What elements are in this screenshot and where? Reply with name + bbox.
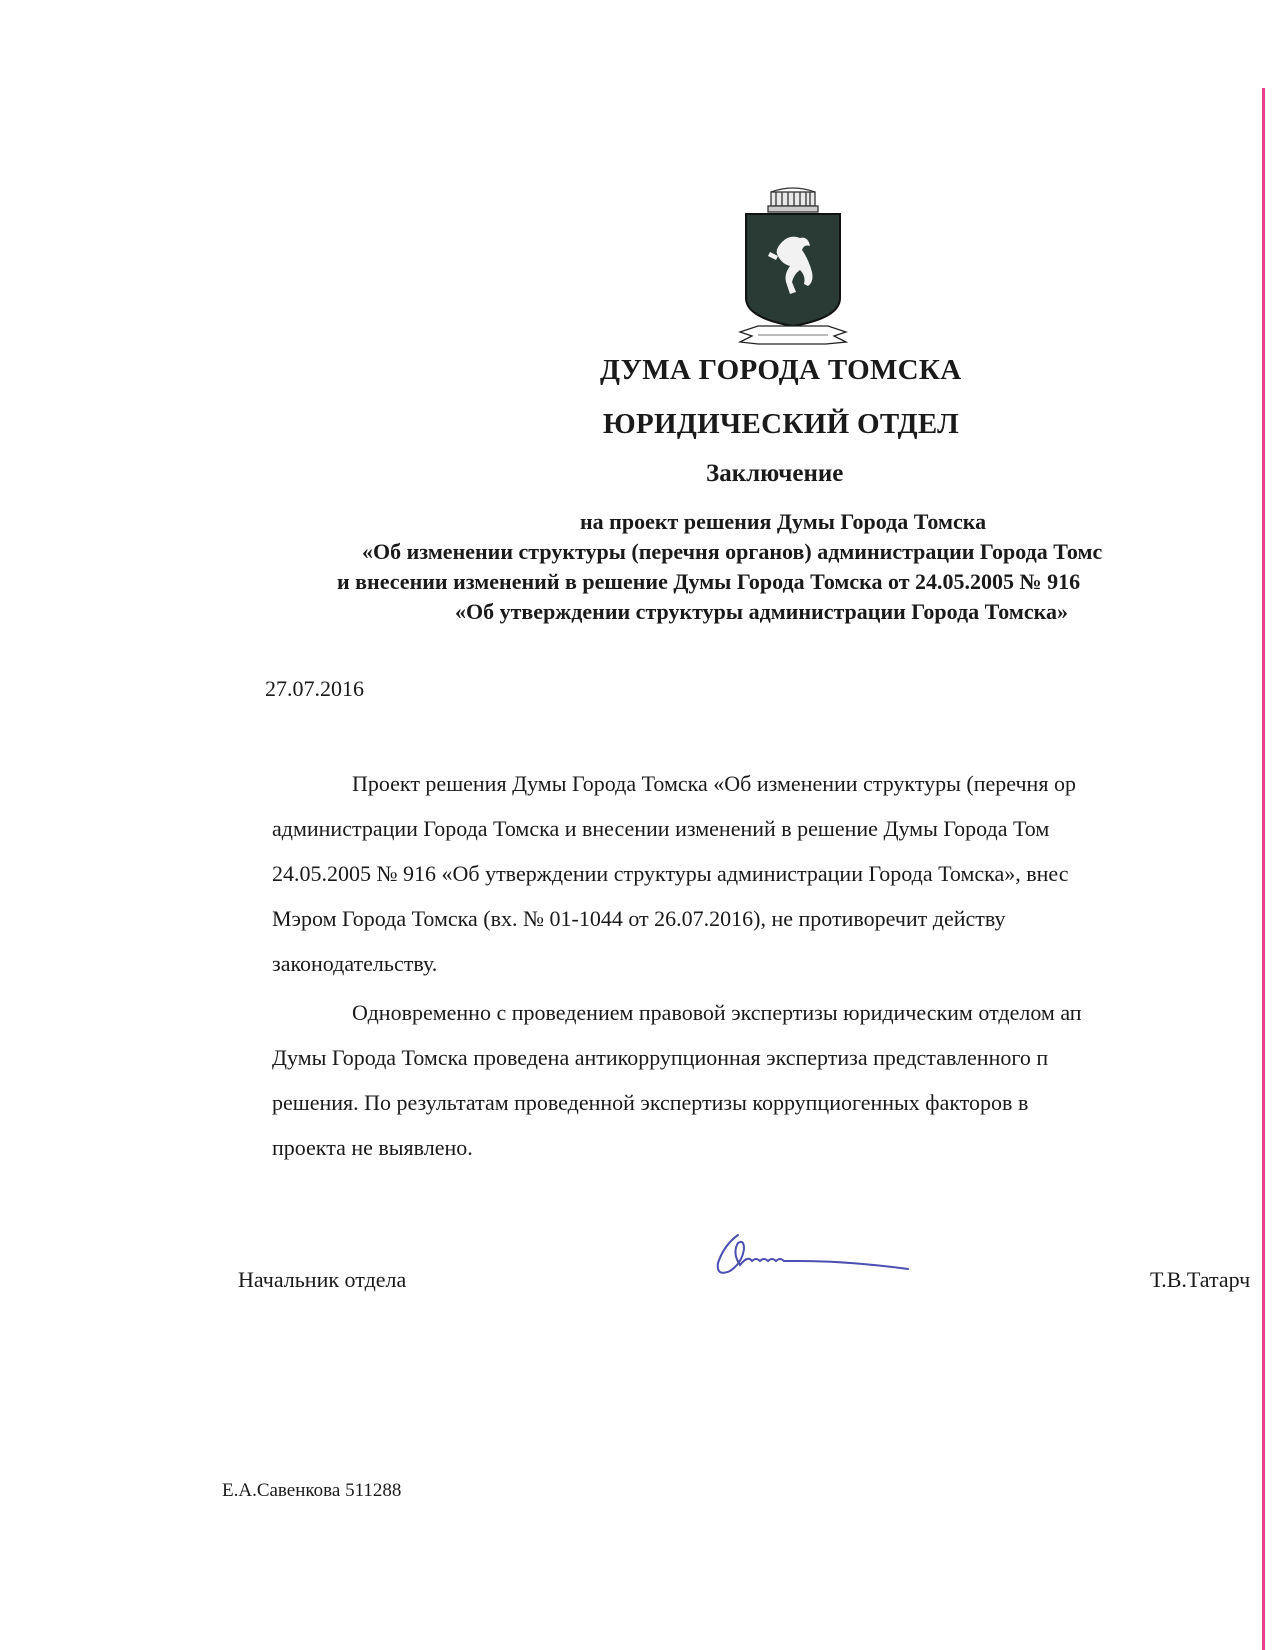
executor-contact: Е.А.Савенкова 511288 — [222, 1480, 402, 1501]
paragraph-line: Мэром Города Томска (вх. № 01-1044 от 26.07.2016), не противоречит действу — [272, 906, 1006, 931]
margin-line — [1262, 88, 1265, 1650]
document-date: 27.07.2016 — [265, 676, 364, 701]
subject-line: «Об изменении структуры (перечня органов) администрации Города Томс — [362, 539, 1103, 564]
body-paragraph-1 — [272, 761, 1076, 986]
paragraph-line: решения. По результатам проведенной экспертизы коррупциогенных факторов в — [272, 1090, 1029, 1115]
signer-name: Т.В.Татарч — [1150, 1267, 1251, 1292]
handwritten-signature-icon — [708, 1225, 940, 1295]
paragraph-line: законодательству. — [272, 951, 438, 976]
department-name: ЮРИДИЧЕСКИЙ ОТДЕЛ — [603, 408, 960, 440]
subject-line: и внесении изменений в решение Думы Города Томска от 24.05.2005 № 916 — [337, 569, 1081, 594]
paragraph-line: администрации Города Томска и внесении изменений в решение Думы Города Том — [272, 816, 1050, 841]
coat-of-arms-icon — [738, 186, 848, 354]
paragraph-line: 24.05.2005 № 916 «Об утверждении структуры администрации Города Томска», внес — [272, 861, 1069, 886]
paragraph-line: Думы Города Томска проведена антикоррупционная экспертиза представленного п — [272, 1045, 1049, 1070]
subject-line: «Об утверждении структуры администрации Города Томска» — [455, 599, 1068, 624]
signer-position: Начальник отдела — [238, 1267, 407, 1292]
paragraph-line: Проект решения Думы Города Томска «Об изменении структуры (перечня ор — [352, 771, 1076, 796]
subject-line: на проект решения Думы Города Томска — [580, 509, 987, 534]
paragraph-line: проекта не выявлено. — [272, 1135, 473, 1160]
paragraph-line: Одновременно с проведением правовой экспертизы юридическим отделом ап — [352, 1000, 1082, 1025]
body-paragraph-2 — [272, 990, 1082, 1170]
org-name: ДУМА ГОРОДА ТОМСКА — [600, 354, 962, 386]
document-title: Заключение — [706, 460, 844, 487]
